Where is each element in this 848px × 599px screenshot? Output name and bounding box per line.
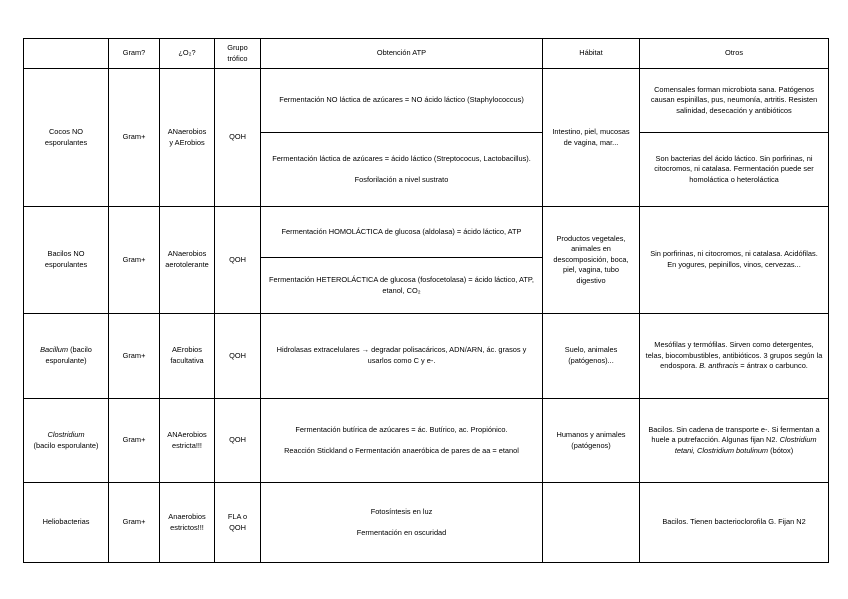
row-o2: ANAerobios estricta!!! [160, 399, 215, 483]
table-row [24, 69, 829, 133]
row-atp [261, 399, 543, 483]
row-otros [640, 399, 829, 483]
row-o2: AErobios facultativa [160, 314, 215, 399]
row-habitat: Productos vegetales, animales en descomposición, boca, piel, vagina, tubo digestivo [543, 207, 640, 314]
name-italic: Clostridium [47, 429, 85, 439]
row-otros: Sin porfirinas, ni citocromos, ni catalasa. Acidófilas. En yogures, pepinillos, vinos, cervezas... [640, 207, 829, 314]
row-o2: ANaerobios aerotolerante [160, 207, 215, 314]
table-row [24, 314, 829, 399]
row-atp: Fermentación HETEROLÁCTICA de glucosa (fosfocetolasa) = ácido láctico, ATP, etanol, CO₂ [261, 258, 543, 314]
atp-text: Reacción Stickland o Fermentación anaeróbica de pares de aa = etanol [284, 445, 519, 455]
header-o2: ¿O₂? [160, 39, 215, 69]
atp-text: Fermentación butírica de azúcares = ác. Butírico, ac. Propiónico. [295, 424, 508, 434]
otros-species: B. anthracis [699, 361, 739, 371]
row-habitat: Intestino, piel, mucosas de vagina, mar... [543, 69, 640, 207]
row-grupo: QOH [215, 314, 261, 399]
name-rest: (bacilo esporulante) [33, 440, 99, 450]
row-o2: Anaerobios estrictos!!! [160, 483, 215, 563]
bacteria-table [23, 38, 829, 563]
row-gram: Gram+ [109, 314, 160, 399]
row-atp [261, 69, 543, 133]
row-grupo: QOH [215, 399, 261, 483]
row-grupo: QOH [215, 207, 261, 314]
row-gram: Gram+ [109, 483, 160, 563]
row-otros: Son bacterias del ácido láctico. Sin porfirinas, ni citocromos, ni catalasa. Fermentación puede ser homoláctica o heteroláctica [640, 133, 829, 207]
row-name [24, 399, 109, 483]
otros-text: Bacilos. Sin cadena de transporte e-. Si fermentan a huele a putrefacción. Algunas fijan N2. [648, 424, 820, 445]
row-gram: Gram+ [109, 207, 160, 314]
row-habitat [543, 483, 640, 563]
atp-text: Fermentación láctica de azúcares = ácido láctico (Streptococus, Lactobacillus). [272, 153, 531, 163]
header-grupo: Grupo trófico [215, 39, 261, 69]
row-habitat: Humanos y animales (patógenos) [543, 399, 640, 483]
row-habitat: Suelo, animales (patógenos)... [543, 314, 640, 399]
atp-text: Fermentación en oscuridad [356, 527, 447, 537]
row-name: Cocos NO esporulantes [24, 69, 109, 207]
row-name: Heliobacterias [24, 483, 109, 563]
name-rest: (bacilo esporulante) [45, 345, 92, 365]
row-otros: Comensales forman microbiota sana. Patógenos causan espinillas, pus, neumonía, artritis. Resisten salinidad, desecación y antibióticos [640, 69, 829, 133]
otros-species: Clostridium tetani, Clostridium botulinum [674, 435, 817, 455]
row-gram: Gram+ [109, 399, 160, 483]
header-gram: Gram? [109, 39, 160, 69]
row-name: Bacilos NO esporulantes [24, 207, 109, 314]
row-atp: Hidrolasas extracelulares → degradar polisacáricos, ADN/ARN, ác. grasos y usarlos como C y e-. [261, 314, 543, 399]
row-atp [261, 133, 543, 207]
row-atp [261, 483, 543, 563]
header-empty [24, 39, 109, 69]
name-italic: Bacillum [40, 345, 69, 355]
atp-text: Fotosíntesis en luz [370, 506, 433, 516]
row-gram: Gram+ [109, 69, 160, 207]
otros-text-end: = ántrax o carbunco. [738, 361, 808, 371]
row-grupo: FLA o QOH [215, 483, 261, 563]
table-row [24, 483, 829, 563]
header-row [24, 39, 829, 69]
atp-text: Fosforilación a nivel sustrato [354, 174, 449, 184]
table-row [24, 207, 829, 258]
otros-text-end: (bótox) [768, 445, 794, 455]
row-otros [640, 314, 829, 399]
header-habitat: Hábitat [543, 39, 640, 69]
row-o2: ANaerobios y AErobios [160, 69, 215, 207]
row-atp: Fermentación HOMOLÁCTICA de glucosa (aldolasa) = ácido láctico, ATP [261, 207, 543, 258]
row-name [24, 314, 109, 399]
row-otros: Bacilos. Tienen bacterioclorofila G. Fijan N2 [640, 483, 829, 563]
row-grupo: QOH [215, 69, 261, 207]
otros-text: Mesófilas y termófilas. Sirven como detergentes, telas, biocombustibles, antibióticos. 3 grupos según la endospora. [645, 340, 823, 371]
header-otros: Otros [640, 39, 829, 69]
atp-text: Fermentación NO láctica de azúcares = NO ácido láctico (Staphylococcus) [279, 95, 524, 105]
header-atp: Obtención ATP [261, 39, 543, 69]
table-row [24, 399, 829, 483]
